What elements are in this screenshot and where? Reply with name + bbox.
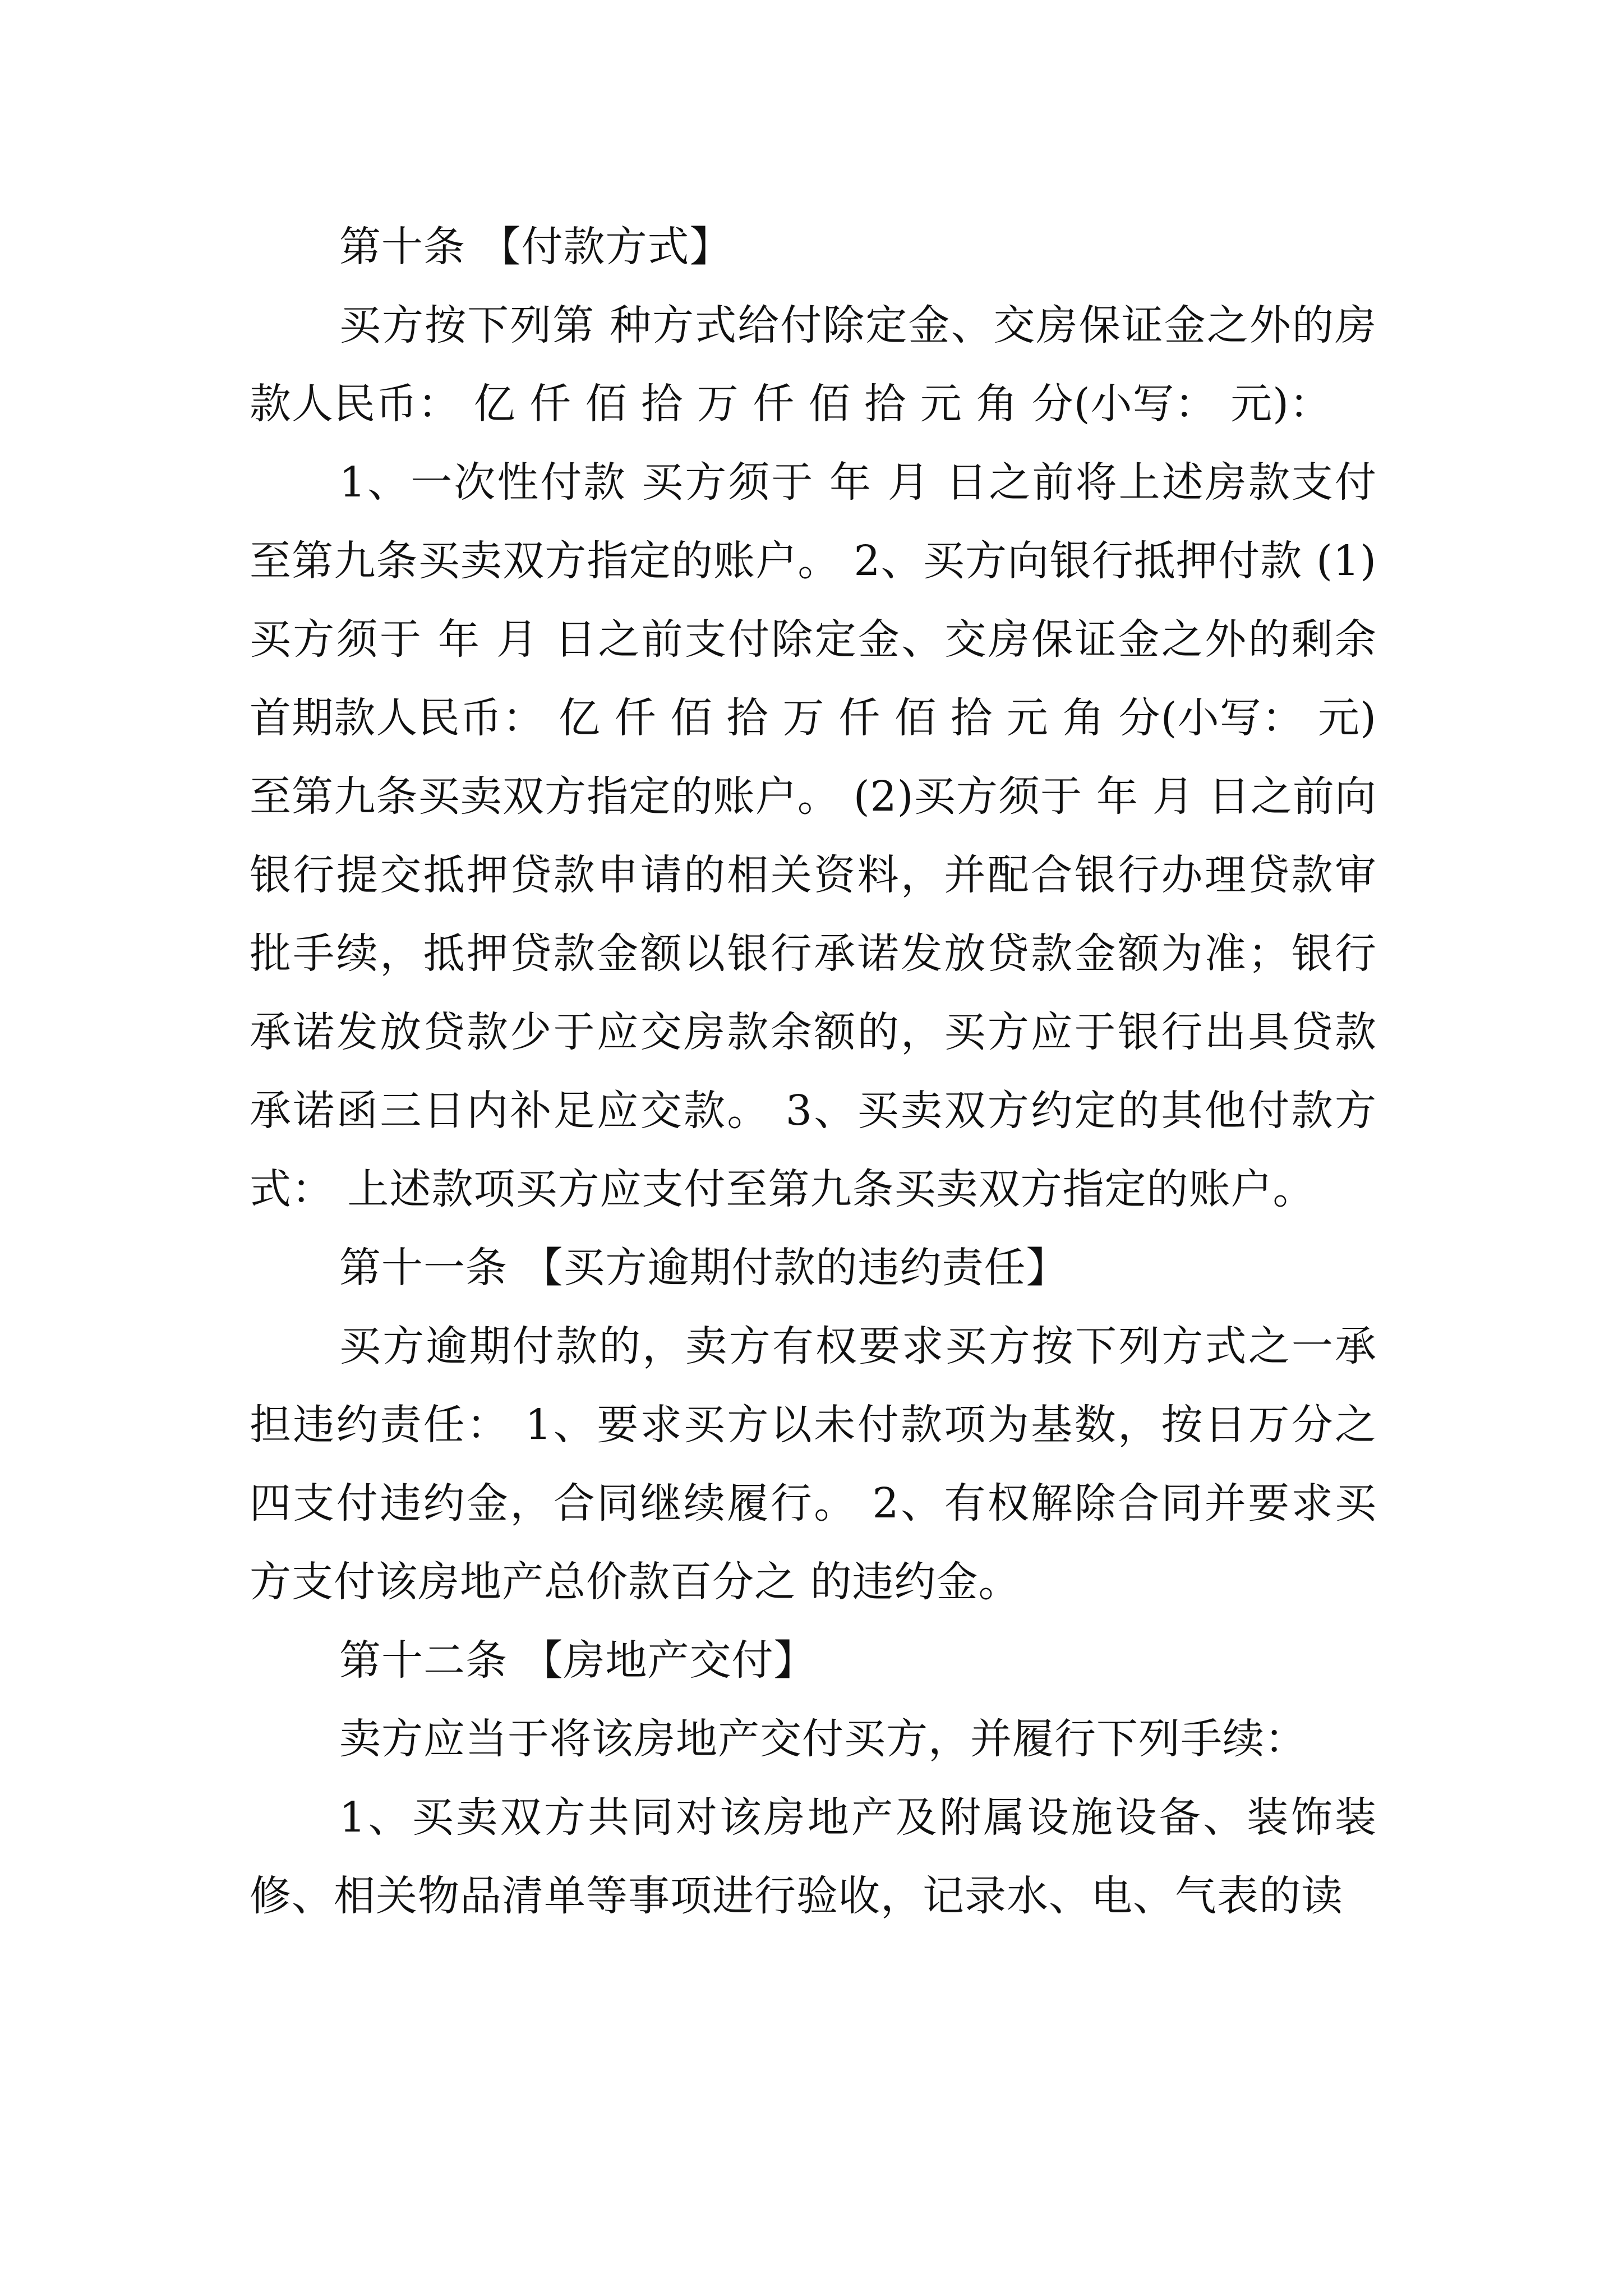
article-12-item-1: 1、买卖双方共同对该房地产及附属设施设备、装饰装修、相关物品清单等事项进行验收，记录水、电、气表的读 bbox=[250, 1793, 1377, 1920]
article-12-intro: 卖方应当于将该房地产交付买方，并履行下列手续： bbox=[339, 1715, 1307, 1763]
document-body bbox=[250, 208, 1377, 1935]
article-10-payment-options: 1、一次性付款 买方须于 年 月 日之前将上述房款支付至第九条买卖双方指定的账户。 2、买方向银行抵押付款 (1)买方须于 年 月 日之前支付除定金、交房保证金之外的剩余首期款人民币： 亿 仟 佰 拾 万 仟 佰 拾 元 角 分(小写： 元)至第九条买卖双方指定的账户。 (2)买方须于 年 月 日之前向银行提交抵押贷款申请的相关资料，并配合银行办理贷款审批手续，抵押贷款金额以银行承诺发放贷款金额为准；银行承诺发放贷款少于应交房款余额的，买方应于银行出具贷款承诺函三日内补足应交款。 3、买卖双方约定的其他付款方式： 上述款项买方应支付至第九条买卖双方指定的账户。 bbox=[250, 458, 1377, 1213]
article-10-intro: 买方按下列第 种方式给付除定金、交房保证金之外的房款人民币： 亿 仟 佰 拾 万 仟 佰 拾 元 角 分(小写： 元)： bbox=[250, 301, 1377, 428]
article-11-body: 买方逾期付款的，卖方有权要求买方按下列方式之一承担违约责任： 1、要求买方以未付款项为基数，按日万分之四支付违约金，合同继续履行。 2、有权解除合同并要求买方支付该房地产总价款百分之 的违约金。 bbox=[250, 1322, 1377, 1606]
article-10-heading: 第十条 【付款方式】 bbox=[339, 223, 732, 271]
article-11-heading: 第十一条 【买方逾期付款的违约责任】 bbox=[339, 1244, 1068, 1292]
article-12-heading: 第十二条 【房地产交付】 bbox=[339, 1636, 816, 1685]
